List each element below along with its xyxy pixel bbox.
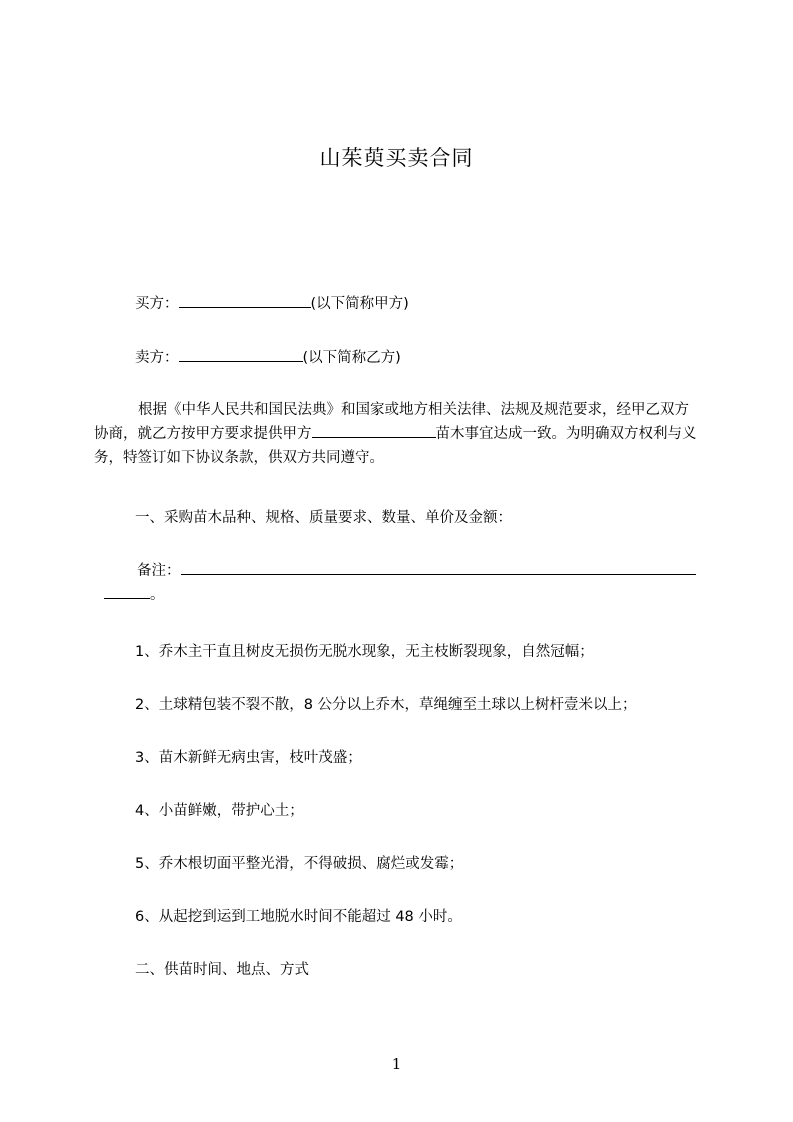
product-blank bbox=[312, 423, 436, 438]
section1-heading: 一、采购苗木品种、规格、质量要求、数量、单价及金额： bbox=[135, 510, 512, 526]
buyer-blank bbox=[179, 293, 311, 308]
list-item: 6、从起挖到运到工地脱水时间不能超过 48 小时。 bbox=[135, 909, 462, 925]
note-label: 备注： bbox=[137, 563, 181, 579]
note-end: 。 bbox=[150, 587, 165, 603]
buyer-suffix: (以下简称甲方) bbox=[310, 296, 409, 312]
list-item: 2、土球精包装不裂不散，8 公分以上乔木，草绳缠至土球以上树杆壹米以上； bbox=[135, 697, 637, 713]
buyer-line bbox=[135, 292, 409, 313]
list-item: 1、乔木主干直且树皮无损伤无脱水现象，无主枝断裂现象，自然冠幅； bbox=[135, 644, 594, 660]
note-blank bbox=[181, 560, 696, 575]
buyer-label: 买方： bbox=[135, 296, 179, 312]
note-blank-cont bbox=[104, 584, 150, 599]
seller-blank bbox=[179, 347, 303, 362]
intro-part2: 苗木事宜达成一致。为明确双方权利与义务，特签订如下协议条款，供双方共同遵守。 bbox=[94, 426, 697, 466]
list-item: 5、乔木根切面平整光滑，不得破损、腐烂或发霉； bbox=[135, 856, 464, 872]
list-item: 4、小苗鲜嫩，带护心土； bbox=[135, 803, 304, 819]
seller-line bbox=[135, 346, 401, 367]
intro-paragraph bbox=[94, 398, 700, 470]
intro-part1: 根据《中华人民共和国民法典》和国家或地方相关法律、法规及规范要求，经甲乙双方协商，就乙方按甲方要求提供甲方 bbox=[94, 402, 689, 442]
seller-suffix: (以下简称乙方) bbox=[302, 350, 401, 366]
contract-title: 山茱萸买卖合同 bbox=[319, 146, 474, 170]
section2-heading: 二、供苗时间、地点、方式 bbox=[135, 962, 309, 978]
list-item: 3、苗木新鲜无病虫害，枝叶茂盛； bbox=[135, 750, 362, 766]
note-paragraph bbox=[104, 559, 702, 607]
page-number: 1 bbox=[391, 1055, 402, 1073]
seller-label: 卖方： bbox=[135, 350, 179, 366]
